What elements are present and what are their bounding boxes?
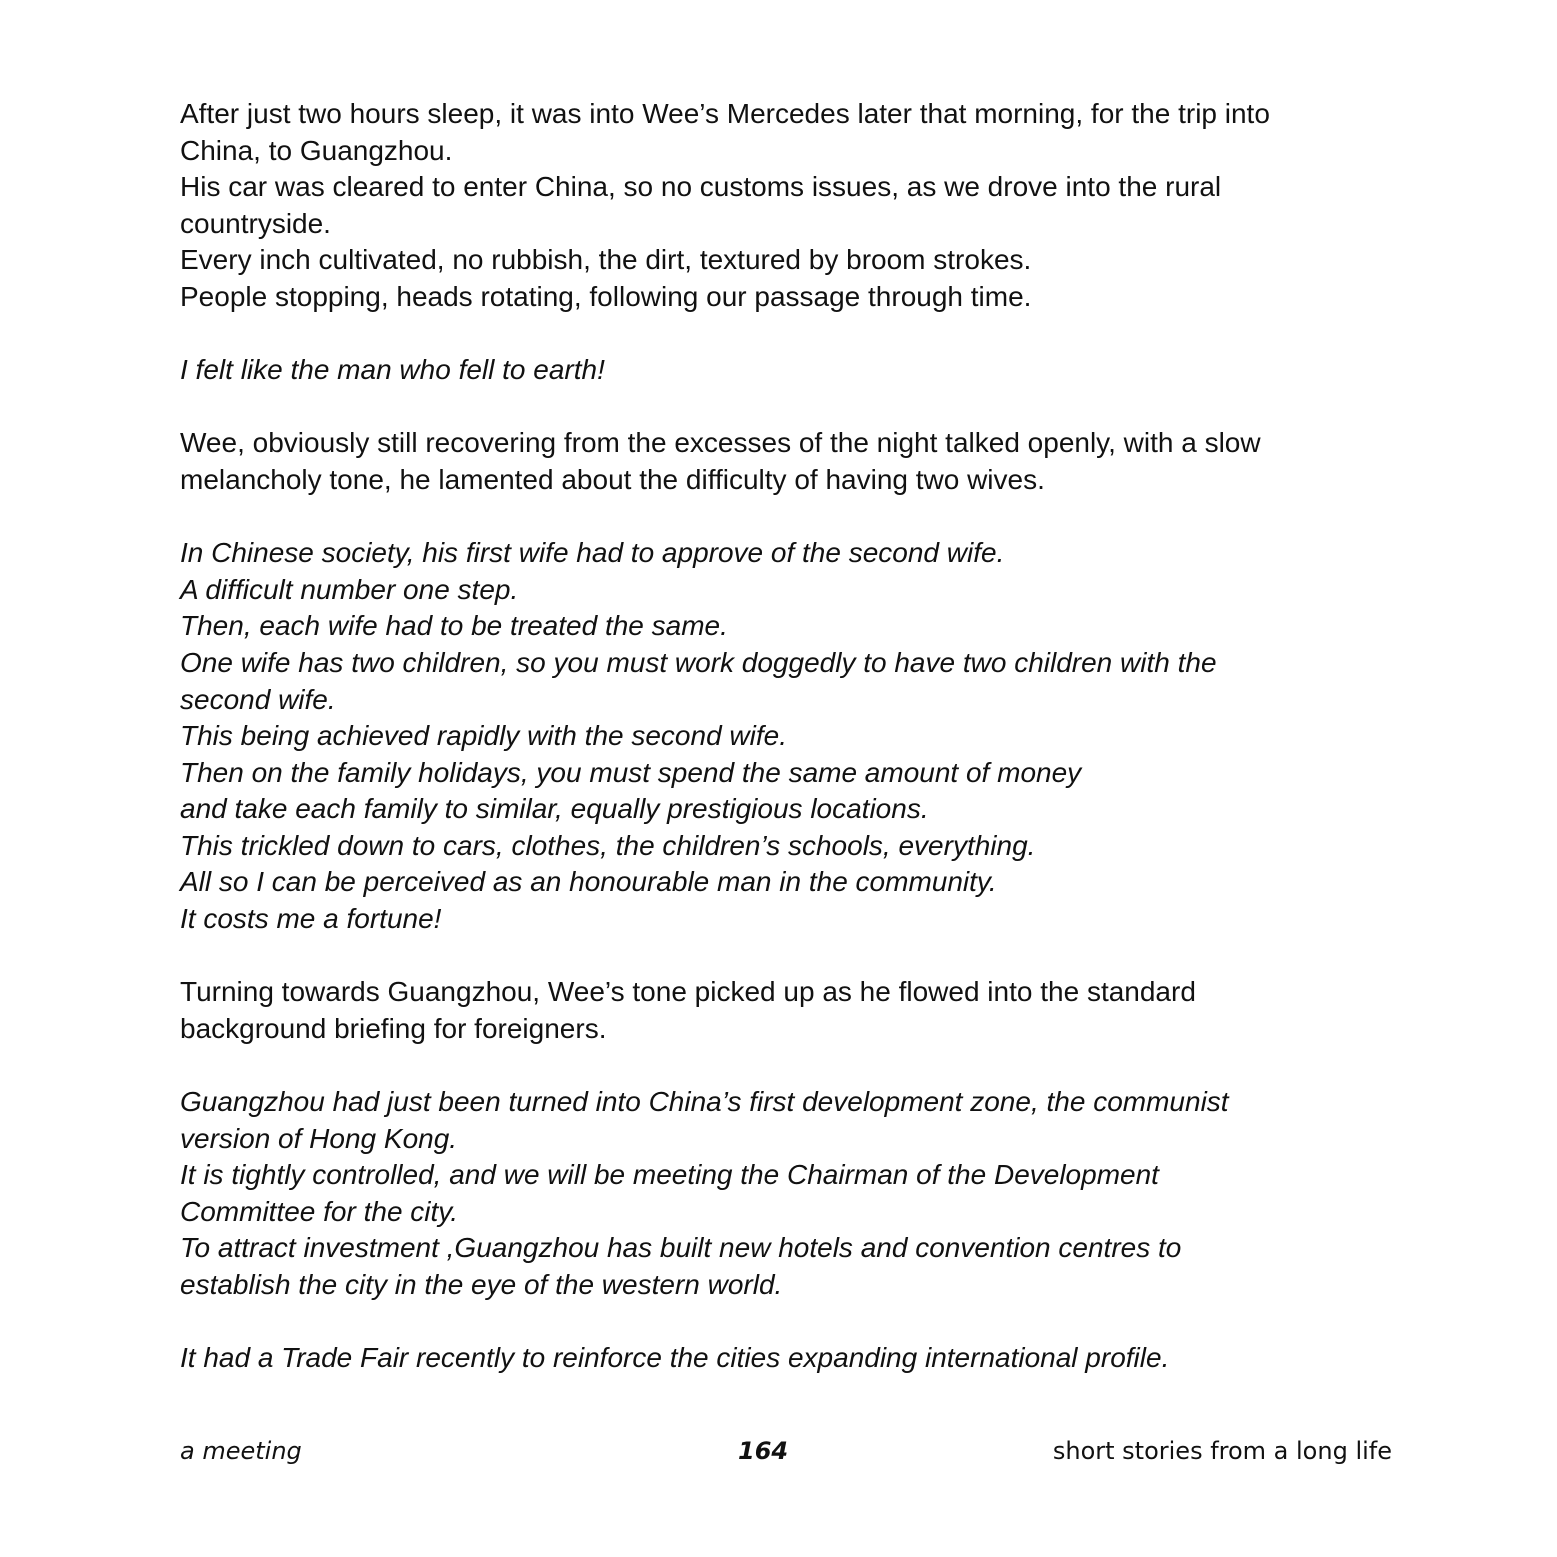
text-line: Then on the family holidays, you must spend the same amount of money [180, 756, 1082, 788]
text-line: Every inch cultivated, no rubbish, the dirt, textured by broom strokes. [180, 244, 1032, 276]
paragraph [180, 96, 1395, 316]
text-line: To attract investment ,Guangzhou has built new hotels and convention centres to [180, 1232, 1182, 1264]
text-line: His car was cleared to enter China, so no customs issues, as we drove into the rural [180, 171, 1222, 203]
text-line: It costs me a fortune! [180, 903, 442, 935]
footer-book-title: short stories from a long life [1052, 1437, 1392, 1465]
paragraph [180, 425, 1395, 498]
page-footer [0, 1433, 1557, 1473]
text-line: Then, each wife had to be treated the same. [180, 610, 728, 642]
text-line: One wife has two children, so you must work doggedly to have two children with the [180, 646, 1217, 678]
text-line: Wee, obviously still recovering from the excesses of the night talked openly, with a slow [180, 427, 1261, 459]
text-line: second wife. [180, 683, 336, 715]
text-line: After just two hours sleep, it was into Wee’s Mercedes later that morning, for the trip into [180, 98, 1270, 129]
text-line: In Chinese society, his first wife had to approve of the second wife. [180, 537, 1005, 569]
text-line: This trickled down to cars, clothes, the children’s schools, everything. [180, 829, 1036, 861]
text-line: countryside. [180, 207, 331, 239]
footer-page-number: 164 [738, 1437, 789, 1465]
text-line: melancholy tone, he lamented about the difficulty of having two wives. [180, 463, 1045, 495]
text-line: Guangzhou had just been turned into China’s first development zone, the communist [180, 1086, 1229, 1118]
text-line: establish the city in the eye of the western world. [180, 1269, 783, 1300]
text-line: version of Hong Kong. [180, 1122, 458, 1154]
text-line: China, to Guangzhou. [180, 134, 453, 166]
text-line: This being achieved rapidly with the second wife. [180, 720, 788, 752]
text-line: All so I can be perceived as an honourable man in the community. [180, 866, 997, 898]
text-line: It is tightly controlled, and we will be meeting the Chairman of the Development [180, 1159, 1159, 1191]
text-line: and take each family to similar, equally prestigious locations. [180, 793, 929, 825]
text-line: It had a Trade Fair recently to reinforce the cities expanding international profile. [180, 1342, 1170, 1374]
text-line: Turning towards Guangzhou, Wee’s tone picked up as he flowed into the standard [180, 976, 1196, 1008]
paragraph [180, 535, 1395, 938]
paragraph [180, 352, 1395, 389]
text-line: Committee for the city. [180, 1195, 459, 1227]
body-text [180, 96, 1395, 1413]
text-line: background briefing for foreigners. [180, 1012, 607, 1044]
paragraph [180, 1340, 1395, 1377]
text-line: People stopping, heads rotating, following our passage through time. [180, 280, 1032, 312]
paragraph [180, 974, 1395, 1047]
text-line: A difficult number one step. [180, 573, 519, 605]
footer-chapter-title: a meeting [180, 1437, 302, 1465]
paragraph [180, 1084, 1395, 1304]
text-line: I felt like the man who fell to earth! [180, 354, 605, 386]
